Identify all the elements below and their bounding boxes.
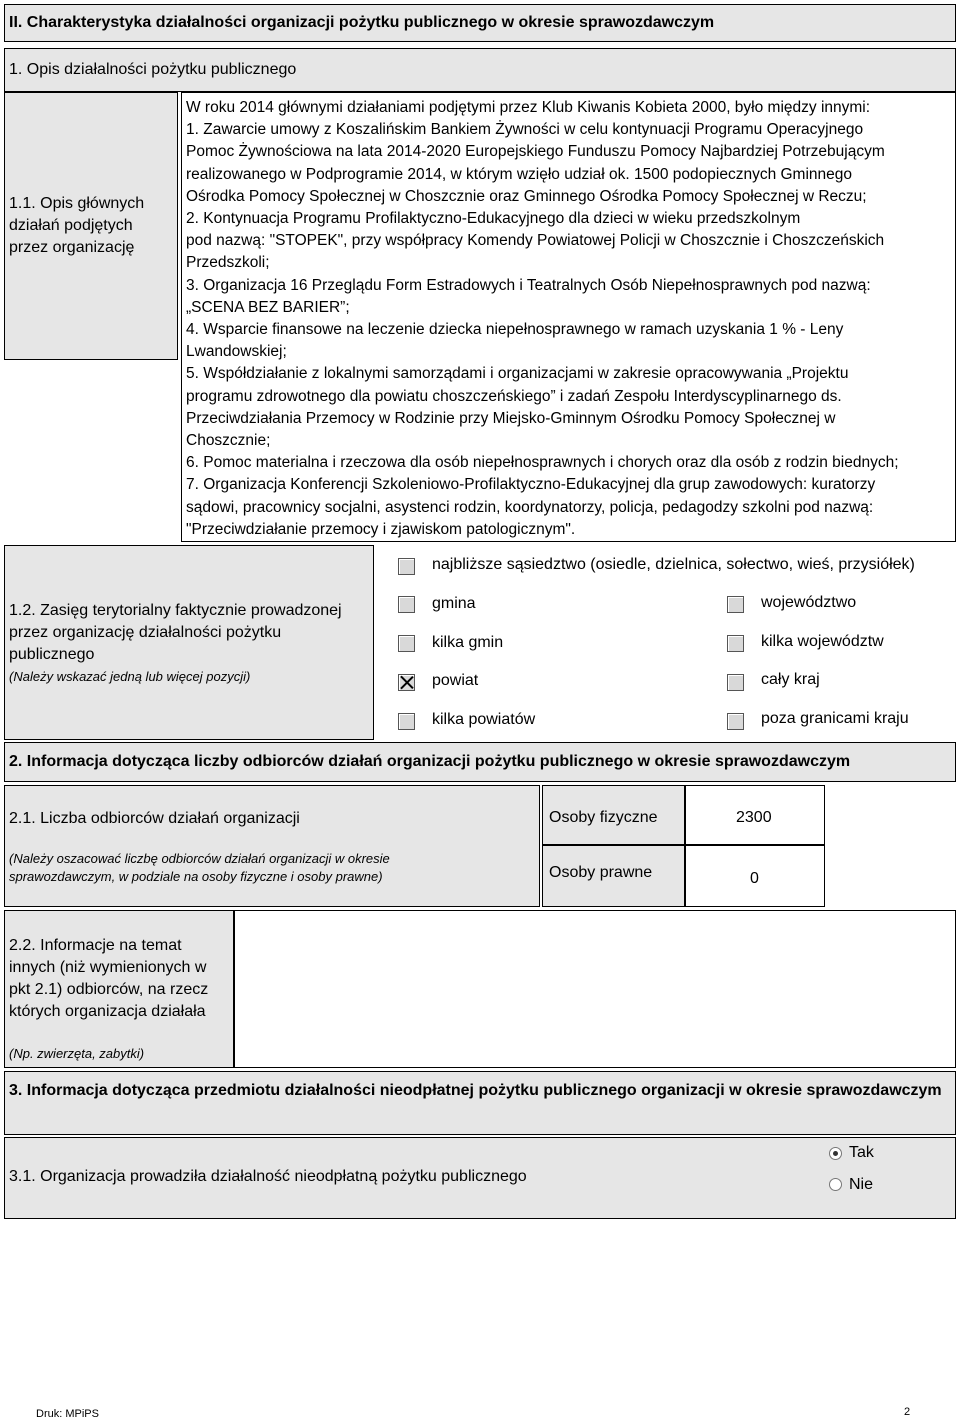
label-2-1 xyxy=(4,785,540,907)
description-line: sądowi, pracownicy socjalni, asystenci rodzin, koordynatorzy, policja, pedagodzy szkolni pod nazwą: xyxy=(186,498,874,516)
radio-tak[interactable] xyxy=(829,1147,842,1160)
label-1-2-text: 1.2. Zasięg terytorialny faktycznie prowadzonej przez organizację działalności pożytku publicznego xyxy=(9,602,342,663)
description-line: pod nazwą: "STOPEK", przy współpracy Komendy Powiatowej Policji w Choszcznie i Choszczeńskich xyxy=(186,232,885,250)
option-caly-kraj-label: cały kraj xyxy=(761,671,820,688)
description-lines xyxy=(186,97,951,541)
description-line: 3. Organizacja 16 Przeglądu Form Estradowych i Teatralnych Osób Niepełnosprawnych pod nazwą: xyxy=(186,276,871,294)
radio-nie-label: Nie xyxy=(849,1176,874,1193)
section-3-title: 3. Informacja dotycząca przedmiotu działalności nieodpłatnej pożytku publicznego organizacji w okresie sprawozdawczym xyxy=(9,1082,942,1099)
checkbox-gmina[interactable] xyxy=(398,596,415,613)
osoby-prawne-field[interactable] xyxy=(685,845,825,907)
label-2-2-note: (Np. zwierzęta, zabytki) xyxy=(9,1046,145,1061)
option-kilka-powiatow-label: kilka powiatów xyxy=(432,711,536,728)
description-line: 5. Współdziałanie z lokalnymi samorządami i organizacjami w zakresie opracowywania „Projektu xyxy=(186,365,849,383)
osoby-fizyczne-field[interactable] xyxy=(685,785,825,845)
description-line: „SCENA BEZ BARIER”; xyxy=(186,298,350,316)
checkbox-kilka-powiatow[interactable] xyxy=(398,713,415,730)
label-osoby-prawne xyxy=(542,845,685,907)
label-2-2 xyxy=(4,910,234,1068)
checkbox-powiat[interactable] xyxy=(398,674,415,691)
section-3-header xyxy=(4,1071,956,1135)
osoby-prawne-value: 0 xyxy=(750,870,759,887)
description-line: Choszcznie; xyxy=(186,432,271,450)
other-recipients-field[interactable] xyxy=(234,910,956,1068)
radio-nie[interactable] xyxy=(829,1178,842,1191)
description-line: W roku 2014 głównymi działaniami podjętymi przez Klub Kiwanis Kobieta 2000, było między innymi: xyxy=(186,99,871,116)
osoby-prawne-text: Osoby prawne xyxy=(549,864,653,881)
description-line: Lwandowskiej; xyxy=(186,343,287,361)
section-2-header xyxy=(4,4,956,42)
osoby-fizyczne-text: Osoby fizyczne xyxy=(549,809,658,826)
description-line: 6. Pomoc materialna i rzeczowa dla osób niepełnosprawnych i chorych oraz dla osób z rodzin biednych; xyxy=(186,454,899,472)
label-1-1 xyxy=(4,92,178,360)
option-poza-granicami-label: poza granicami kraju xyxy=(761,710,909,727)
description-field[interactable] xyxy=(181,92,956,542)
option-kilka-gmin-label: kilka gmin xyxy=(432,634,504,651)
option-kilka-wojewodztw-label: kilka województw xyxy=(761,633,884,650)
checkbox-wojewodztwo[interactable] xyxy=(727,596,744,613)
label-1-1-text: 1.1. Opis głównych działań podjętych przez organizację xyxy=(9,195,145,256)
label-2-2-text: 2.2. Informacje na temat innych (niż wymienionych w pkt 2.1) odbiorców, na rzecz których organizacja działała xyxy=(9,937,209,1020)
option-powiat-label: powiat xyxy=(432,672,479,689)
description-line: programu zdrowotnego dla powiatu choszczeńskiego” i zadań Zespołu Interdyscyplinarnego ds. xyxy=(186,387,842,405)
description-line: 2. Kontynuacja Programu Profilaktyczno-Edukacyjnego dla dzieci w wieku przedszkolnym xyxy=(186,210,801,228)
footer-print: Druk: MPiPS xyxy=(36,1408,99,1420)
option-najblizsze-label: najbliższe sąsiedztwo (osiedle, dzielnica, sołectwo, wieś, przysiółek) xyxy=(432,556,915,573)
description-line: "Przeciwdziałanie przemocy i zjawiskom patologicznym". xyxy=(186,520,576,538)
checkbox-caly-kraj[interactable] xyxy=(727,674,744,691)
section-2-info-header xyxy=(4,742,956,782)
description-line: realizowanego w Podprogramie 2014, w którym wzięło udział ok. 1500 podopiecznych Gminnego xyxy=(186,165,853,183)
label-3-1-text: 3.1. Organizacja prowadziła działalność nieodpłatną pożytku publicznego xyxy=(9,1168,527,1185)
option-wojewodztwo-label: województwo xyxy=(761,594,857,611)
description-line: Ośrodka Pomocy Społecznej w Choszcznie oraz Gminnego Ośrodka Pomocy Społecznej w Reczu; xyxy=(186,187,867,205)
section-2-title: II. Charakterystyka działalności organizacji pożytku publicznego w okresie sprawozdawczym xyxy=(9,14,715,31)
checkbox-kilka-wojewodztw[interactable] xyxy=(727,635,744,652)
radio-tak-label: Tak xyxy=(849,1144,874,1161)
checkbox-poza-granicami[interactable] xyxy=(727,713,744,730)
label-2-1-note: (Należy oszacować liczbę odbiorców działań organizacji w okresie sprawozdawczym, w podziale na osoby fizyczne i osoby prawne) xyxy=(9,851,390,884)
section-1-title: 1. Opis działalności pożytku publicznego xyxy=(9,61,297,78)
description-line: 7. Organizacja Konferencji Szkoleniowo-Profilaktyczno-Edukacyjnej dla grup zawodowych: kuratorzy xyxy=(186,476,876,494)
label-1-2 xyxy=(4,545,374,740)
footer-page-number: 2 xyxy=(904,1406,911,1418)
checkbox-kilka-gmin[interactable] xyxy=(398,635,415,652)
label-3-1 xyxy=(4,1137,956,1219)
description-line: Przedszkoli; xyxy=(186,254,270,272)
checkbox-najblizsze[interactable] xyxy=(398,558,415,575)
section-1-header xyxy=(4,48,956,92)
label-osoby-fizyczne xyxy=(542,785,685,845)
label-1-2-note: (Należy wskazać jedną lub więcej pozycji) xyxy=(9,669,251,684)
option-gmina-label: gmina xyxy=(432,595,476,612)
section-2-info-title: 2. Informacja dotycząca liczby odbiorców działań organizacji pożytku publicznego w okresie sprawozdawczym xyxy=(9,753,851,770)
label-2-1-text: 2.1. Liczba odbiorców działań organizacji xyxy=(9,810,300,827)
description-line: Przeciwdziałania Przemocy w Rodzinie przy Miejsko-Gminnym Ośrodku Pomocy Społecznej w xyxy=(186,409,836,427)
osoby-fizyczne-value: 2300 xyxy=(736,809,772,826)
description-line: 1. Zawarcie umowy z Koszalińskim Bankiem Żywności w celu kontynuacji Programu Operacyjnego xyxy=(186,121,864,139)
description-line: 4. Wsparcie finansowe na leczenie dziecka niepełnosprawnego w ramach uzyskania 1 % - Leny xyxy=(186,321,844,339)
description-line: Pomoc Żywnościowa na lata 2014-2020 Europejskiego Funduszu Pomocy Najbardziej Potrzebującym xyxy=(186,143,885,161)
territory-options xyxy=(374,545,956,740)
